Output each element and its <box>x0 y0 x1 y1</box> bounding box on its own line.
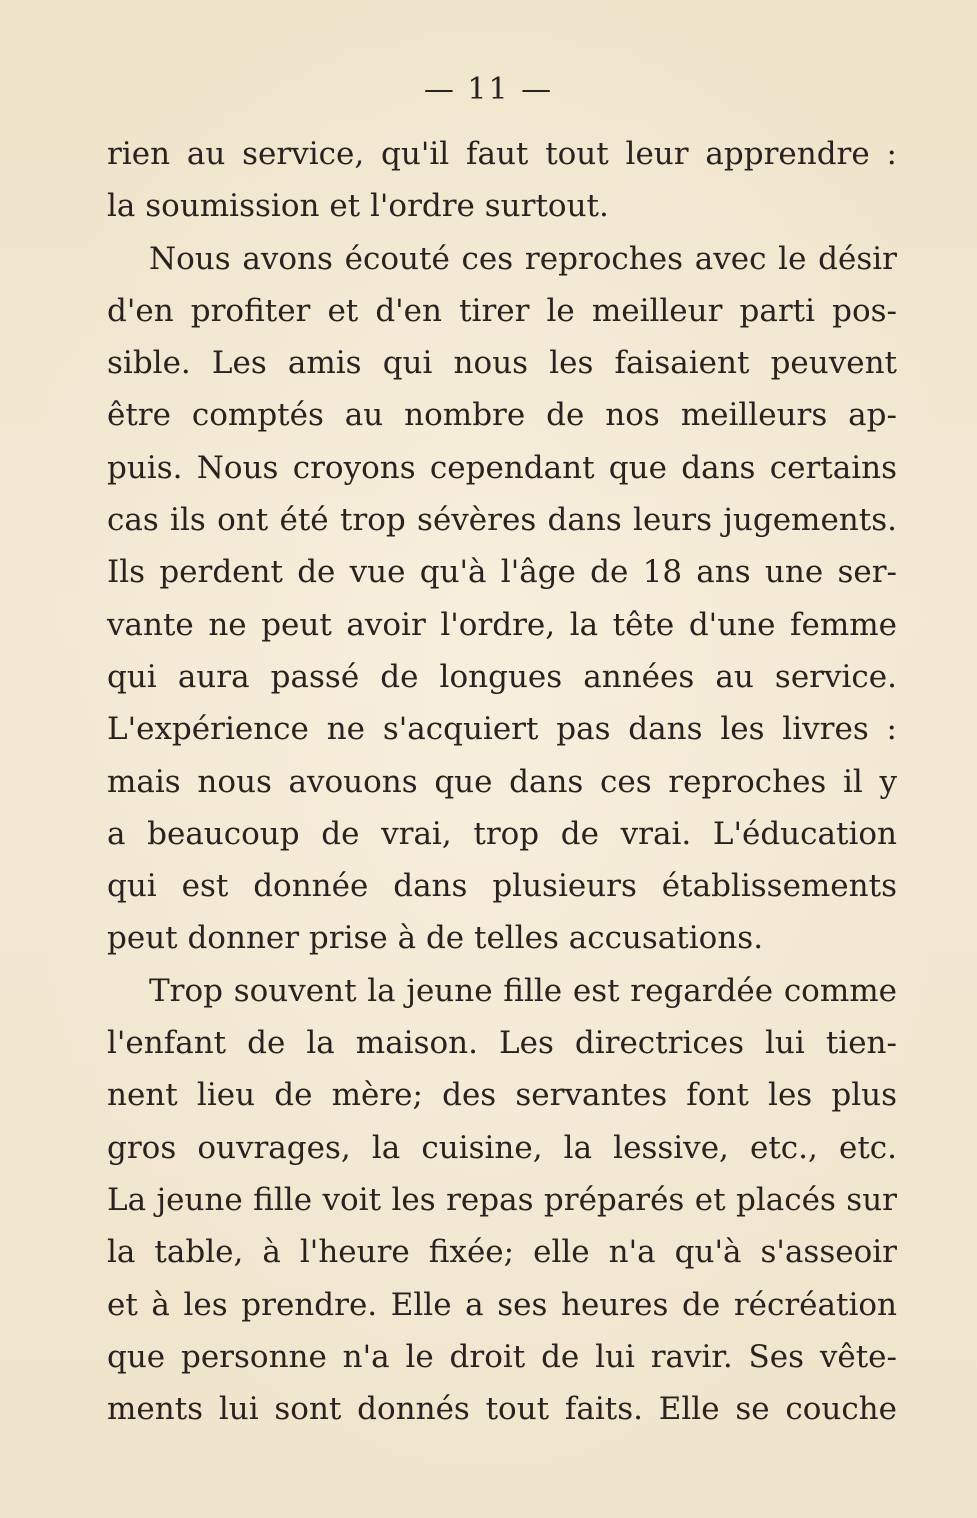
text-line: la soumission et l'ordre surtout. <box>107 188 609 225</box>
text-line: rien au service, qu'il faut tout leur apprendre : <box>107 136 897 172</box>
text-line: vante ne peut avoir l'ordre, la tête d'une femme <box>107 606 897 643</box>
text-line: puis. Nous croyons cependant que dans certains <box>107 449 897 486</box>
text-line: la table, à l'heure fixée; elle n'a qu'à s'asseoir <box>107 1234 897 1271</box>
text-line: être comptés au nombre de nos meilleurs ap- <box>107 397 897 434</box>
text-line: l'enfant de la maison. Les directrices lui tien- <box>107 1025 897 1062</box>
text-line: Ils perdent de vue qu'à l'âge de 18 ans une ser- <box>107 554 897 591</box>
text-line: sible. Les amis qui nous les faisaient peuvent <box>107 345 897 382</box>
text-line: L'expérience ne s'acquiert pas dans les livres : <box>107 711 897 748</box>
text-line: mais nous avouons que dans ces reproches il y <box>107 763 897 800</box>
text-line: Nous avons écouté ces reproches avec le désir <box>149 240 897 277</box>
text-line: a beaucoup de vrai, trop de vrai. L'éducation <box>107 815 897 852</box>
text-line: que personne n'a le droit de lui ravir. Ses vête- <box>107 1338 897 1375</box>
text-line: Trop souvent la jeune fille est regardée comme <box>149 972 897 1009</box>
page-number: — 11 — <box>423 72 554 107</box>
text-line: et à les prendre. Elle a ses heures de récréation <box>107 1286 897 1323</box>
text-line: ments lui sont donnés tout faits. Elle se couche <box>107 1391 897 1428</box>
text-line: peut donner prise à de telles accusations. <box>107 920 764 957</box>
text-line: gros ouvrages, la cuisine, la lessive, etc., etc. <box>107 1129 897 1166</box>
text-line: cas ils ont été trop sévères dans leurs jugements. <box>107 502 897 539</box>
text-line: d'en profiter et d'en tirer le meilleur parti pos- <box>107 292 897 329</box>
text-line: qui aura passé de longues années au service. <box>107 658 897 695</box>
body-text <box>107 128 897 1435</box>
text-line: nent lieu de mère; des servantes font les plus <box>107 1077 897 1114</box>
text-line: qui est donnée dans plusieurs établissements <box>107 868 897 905</box>
text-line: La jeune fille voit les repas préparés et placés sur <box>107 1181 897 1218</box>
